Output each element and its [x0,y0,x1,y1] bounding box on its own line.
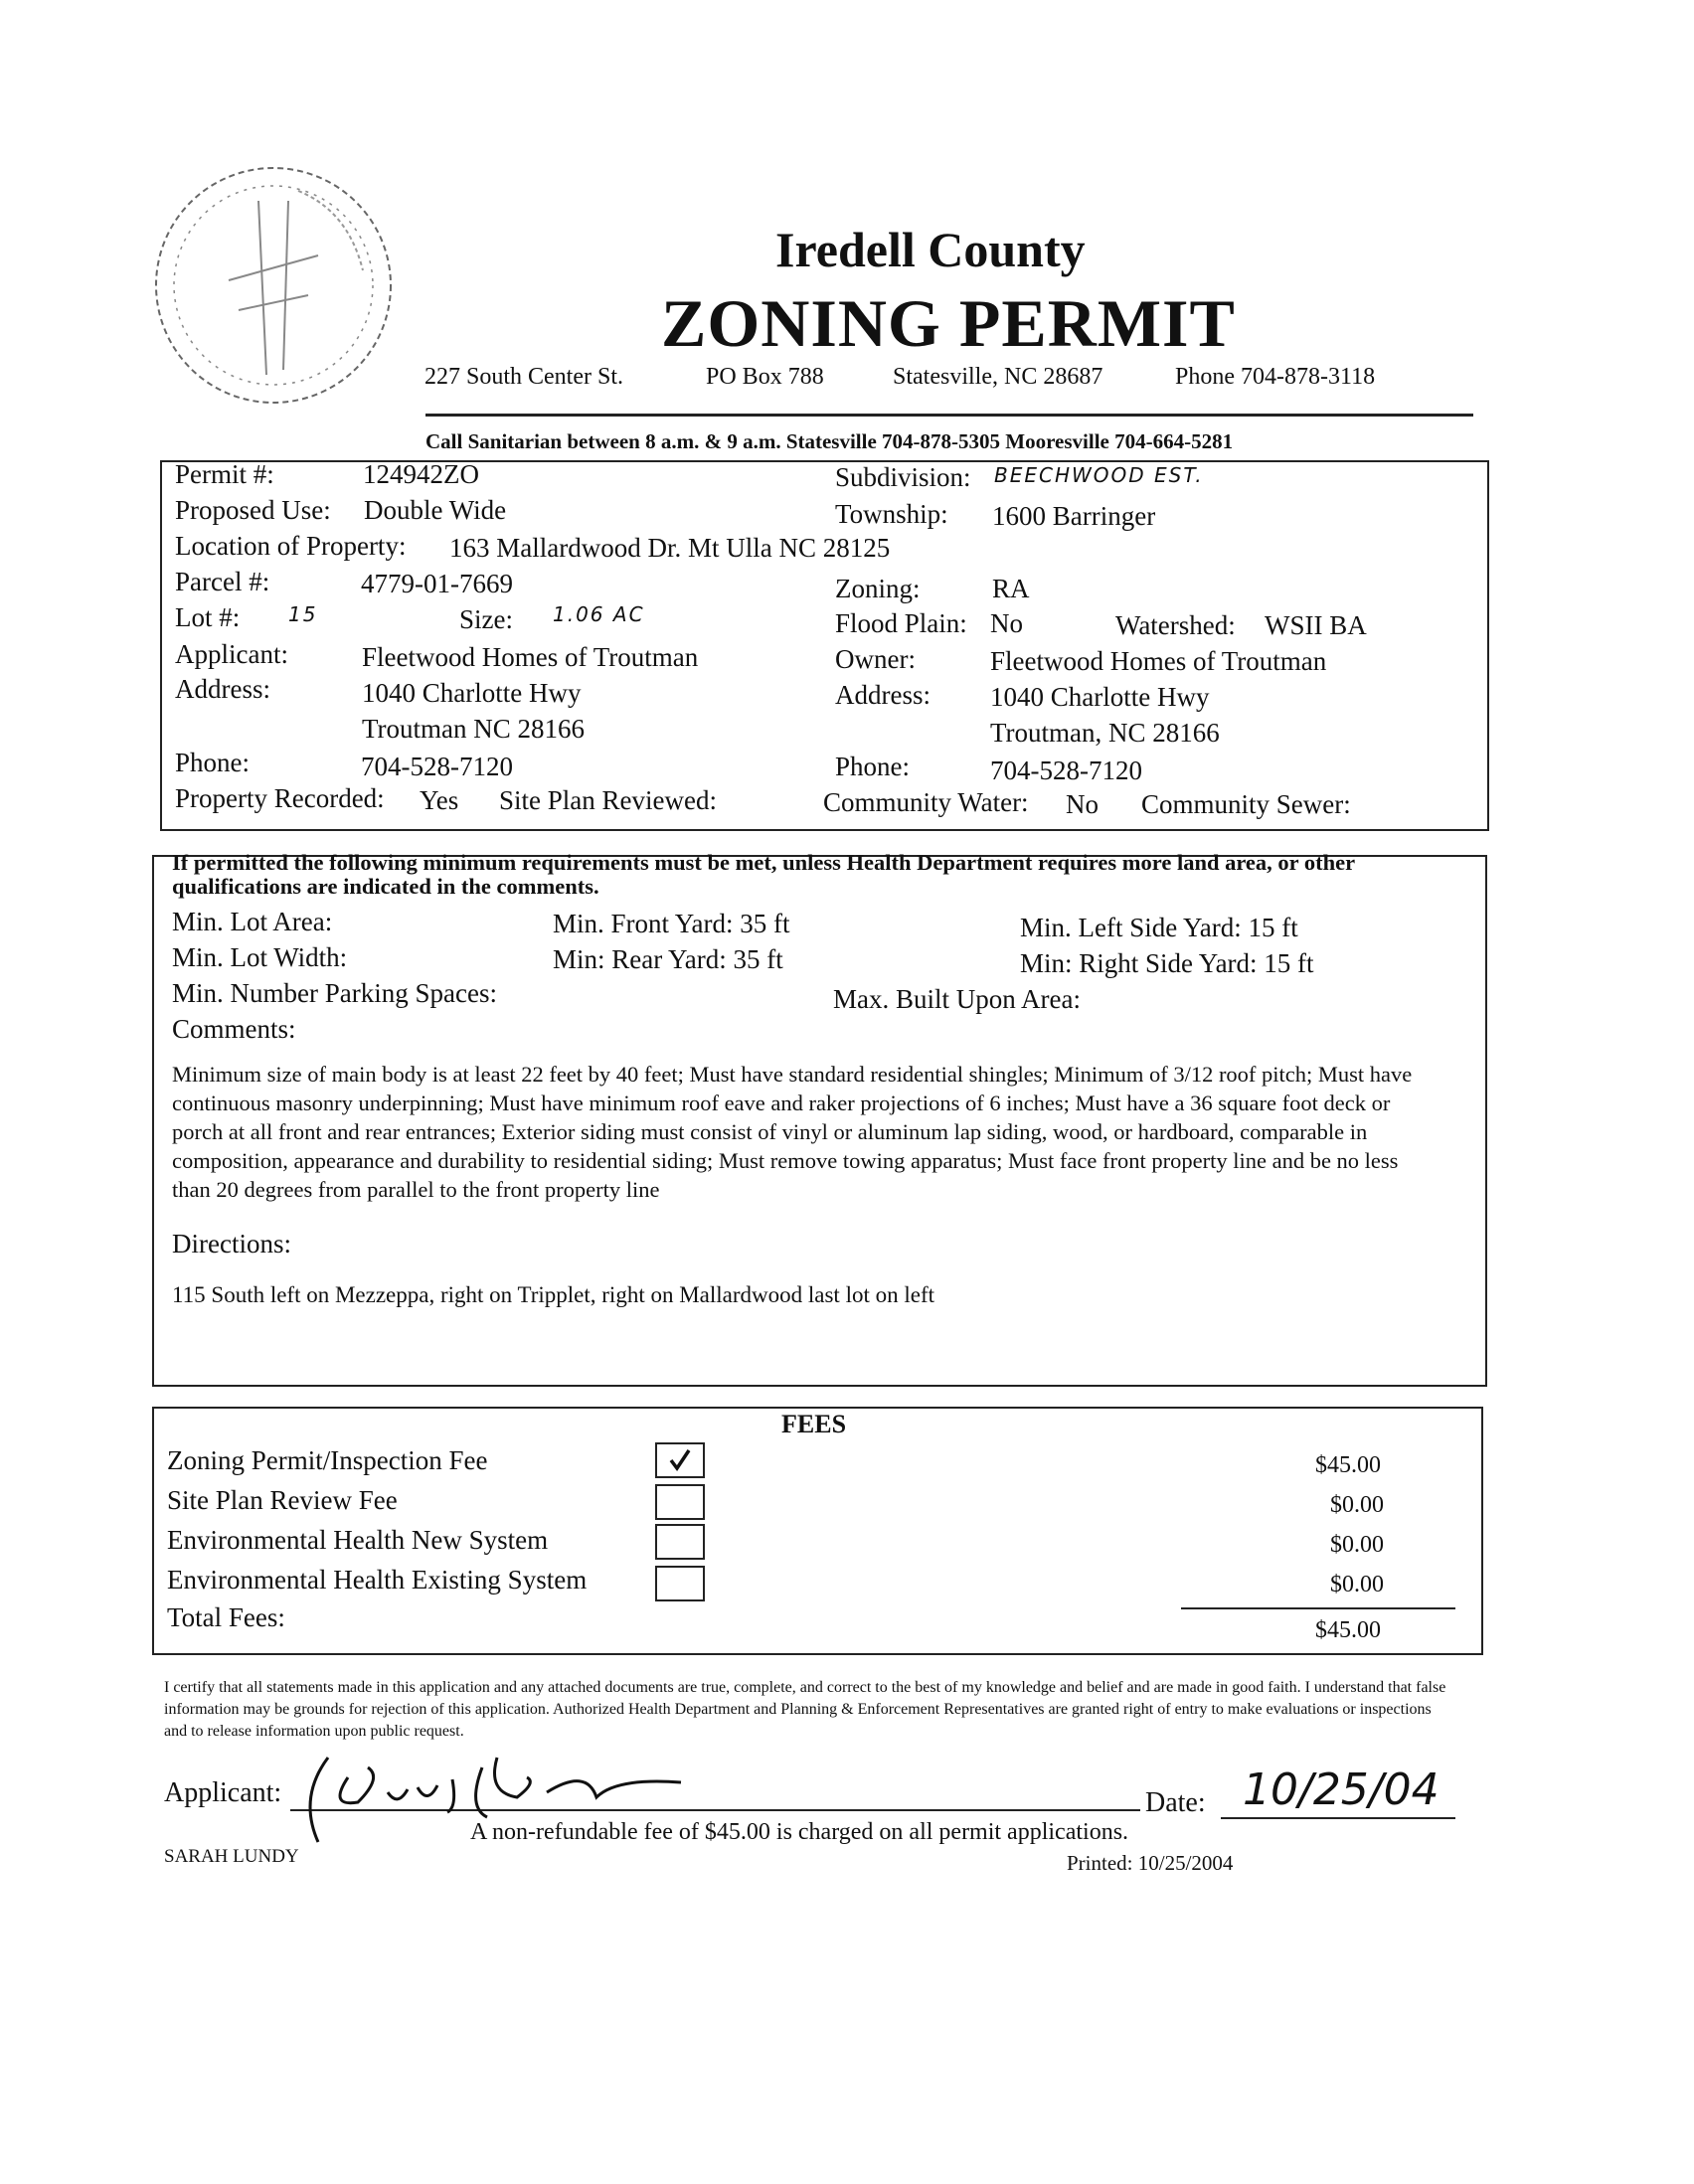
owner-label: Owner: [835,644,916,674]
office-phone: Phone 704-878-3118 [1175,364,1376,390]
subdivision-value: BEECHWOOD EST. [994,463,1204,487]
fee-amount-zoning: $45.00 [1315,1452,1381,1478]
fee-amount-site-plan: $0.00 [1330,1492,1384,1518]
site-plan-reviewed-label: Site Plan Reviewed: [499,785,717,815]
printed-date: Printed: 10/25/2004 [1067,1851,1234,1875]
township-label: Township: [835,499,948,529]
owner-phone-label: Phone: [835,752,911,781]
fee-checkbox-zoning[interactable] [655,1442,705,1478]
applicant-address-line2: Troutman NC 28166 [362,714,586,744]
size-label: Size: [459,604,513,634]
fee-label-env-new: Environmental Health New System [167,1525,549,1555]
min-front-yard: Min. Front Yard: 35 ft [553,909,790,938]
county-name: Iredell County [775,222,1086,277]
total-rule [1181,1607,1455,1609]
min-lot-width-label: Min. Lot Width: [172,942,348,972]
flood-plain-label: Flood Plain: [835,608,967,638]
checkmark-icon [657,1444,703,1476]
county-seal-stamp [149,161,398,410]
page-title: ZONING PERMIT [661,285,1236,361]
directions-text: 115 South left on Mezzeppa, right on Tripplet, right on Mallardwood last lot on left [172,1282,934,1307]
lot-value: 15 [288,602,318,626]
permit-number-label: Permit #: [175,459,274,489]
max-built-upon-label: Max. Built Upon Area: [833,984,1081,1014]
location-label: Location of Property: [175,531,407,561]
applicant-address-label: Address: [175,674,270,704]
fee-label-env-existing: Environmental Health Existing System [167,1565,588,1595]
applicant-phone-label: Phone: [175,748,251,777]
date-label: Date: [1145,1787,1206,1818]
total-fees-amount: $45.00 [1315,1617,1381,1643]
property-recorded-label: Property Recorded: [175,783,385,813]
min-right-side-yard: Min: Right Side Yard: 15 ft [1020,948,1314,978]
comments-text: Minimum size of main body is at least 22 feet by 40 feet; Must have standard residential shingles; Minimum of 3/12 roof pitch; Must have continuous masonry underpinning; Must have minimum roof eave and raker projections of 6 inches; Must have a 36 square foot deck or porch at all front and rear entrances; Exterior siding must consist of vinyl or aluminum lap siding, wood, or hardboard, comparable in composition, appearance and durability to residential siding; Must remove towing apparatus; Must face front property line and be no less than 20 degrees from parallel to the front property line [172,1062,1413,1202]
township-value: 1600 Barringer [992,501,1156,531]
owner-address-line2: Troutman, NC 28166 [990,718,1220,748]
owner-value: Fleetwood Homes of Troutman [990,646,1327,676]
fees-title: FEES [781,1410,847,1438]
community-water-value: No [1066,789,1099,819]
flood-plain-value: No [990,608,1023,638]
community-sewer-label: Community Sewer: [1141,789,1351,819]
fee-checkbox-env-existing[interactable] [655,1566,705,1601]
community-water-label: Community Water: [823,787,1029,817]
requirements-intro: If permitted the following minimum requirements must be met, unless Health Department requires more land area, or other qualifications are indicated in the comments. [172,850,1355,899]
office-po-box: PO Box 788 [706,364,824,390]
fee-label-zoning: Zoning Permit/Inspection Fee [167,1445,488,1475]
min-rear-yard: Min: Rear Yard: 35 ft [553,944,783,974]
watershed-label: Watershed: [1115,610,1236,640]
directions-label: Directions: [172,1229,291,1259]
proposed-use-value: Double Wide [364,495,507,525]
min-left-side-yard: Min. Left Side Yard: 15 ft [1020,913,1298,942]
sanitarian-notice: Call Sanitarian between 8 a.m. & 9 a.m. Statesville 704-878-5305 Mooresville 704-664-5281 [425,429,1234,453]
total-fees-label: Total Fees: [167,1602,285,1632]
parcel-label: Parcel #: [175,567,270,596]
permit-number-value: 124942ZO [363,459,479,489]
proposed-use-label: Proposed Use: [175,495,331,525]
office-city: Statesville, NC 28687 [893,364,1103,390]
fee-checkbox-env-new[interactable] [655,1524,705,1560]
fee-label-site-plan: Site Plan Review Fee [167,1485,398,1515]
applicant-address-line1: 1040 Charlotte Hwy [362,678,582,708]
applicant-label: Applicant: [175,639,288,669]
comments-label: Comments: [172,1014,296,1044]
owner-address-line1: 1040 Charlotte Hwy [990,682,1210,712]
min-parking-label: Min. Number Parking Spaces: [172,978,497,1008]
watershed-value: WSII BA [1265,610,1367,640]
staff-name: SARAH LUNDY [164,1846,299,1867]
subdivision-label: Subdivision: [835,462,971,492]
certification-text: I certify that all statements made in this application and any attached documents are true, complete, and correct to the best of my knowledge and belief and are made in good faith. I understand that false information may be grounds for rejection of this application. Authorized Health Department and Planning & Enforcement Representatives are granted right of entry to make evaluations or inspections and to release information upon public request. [164,1679,1446,1740]
applicant-signature-label: Applicant: [164,1777,282,1808]
header-rule [425,414,1473,417]
office-street: 227 South Center St. [424,364,624,390]
lot-label: Lot #: [175,602,241,632]
fee-amount-env-new: $0.00 [1330,1532,1384,1558]
location-value: 163 Mallardwood Dr. Mt Ulla NC 28125 [449,533,891,563]
applicant-phone-value: 704-528-7120 [361,752,513,781]
date-line [1221,1817,1455,1819]
fee-checkbox-site-plan[interactable] [655,1484,705,1520]
zoning-value: RA [992,574,1030,603]
size-value: 1.06 AC [553,602,645,626]
zoning-label: Zoning: [835,574,921,603]
owner-phone-value: 704-528-7120 [990,756,1142,785]
fee-amount-env-existing: $0.00 [1330,1572,1384,1597]
date-value: 10/25/04 [1243,1764,1440,1815]
parcel-value: 4779-01-7669 [361,569,513,598]
owner-address-label: Address: [835,680,931,710]
applicant-value: Fleetwood Homes of Troutman [362,642,699,672]
min-lot-area-label: Min. Lot Area: [172,907,333,936]
fee-note: A non-refundable fee of $45.00 is charged on all permit applications. [470,1819,1129,1845]
property-recorded-value: Yes [420,785,459,815]
